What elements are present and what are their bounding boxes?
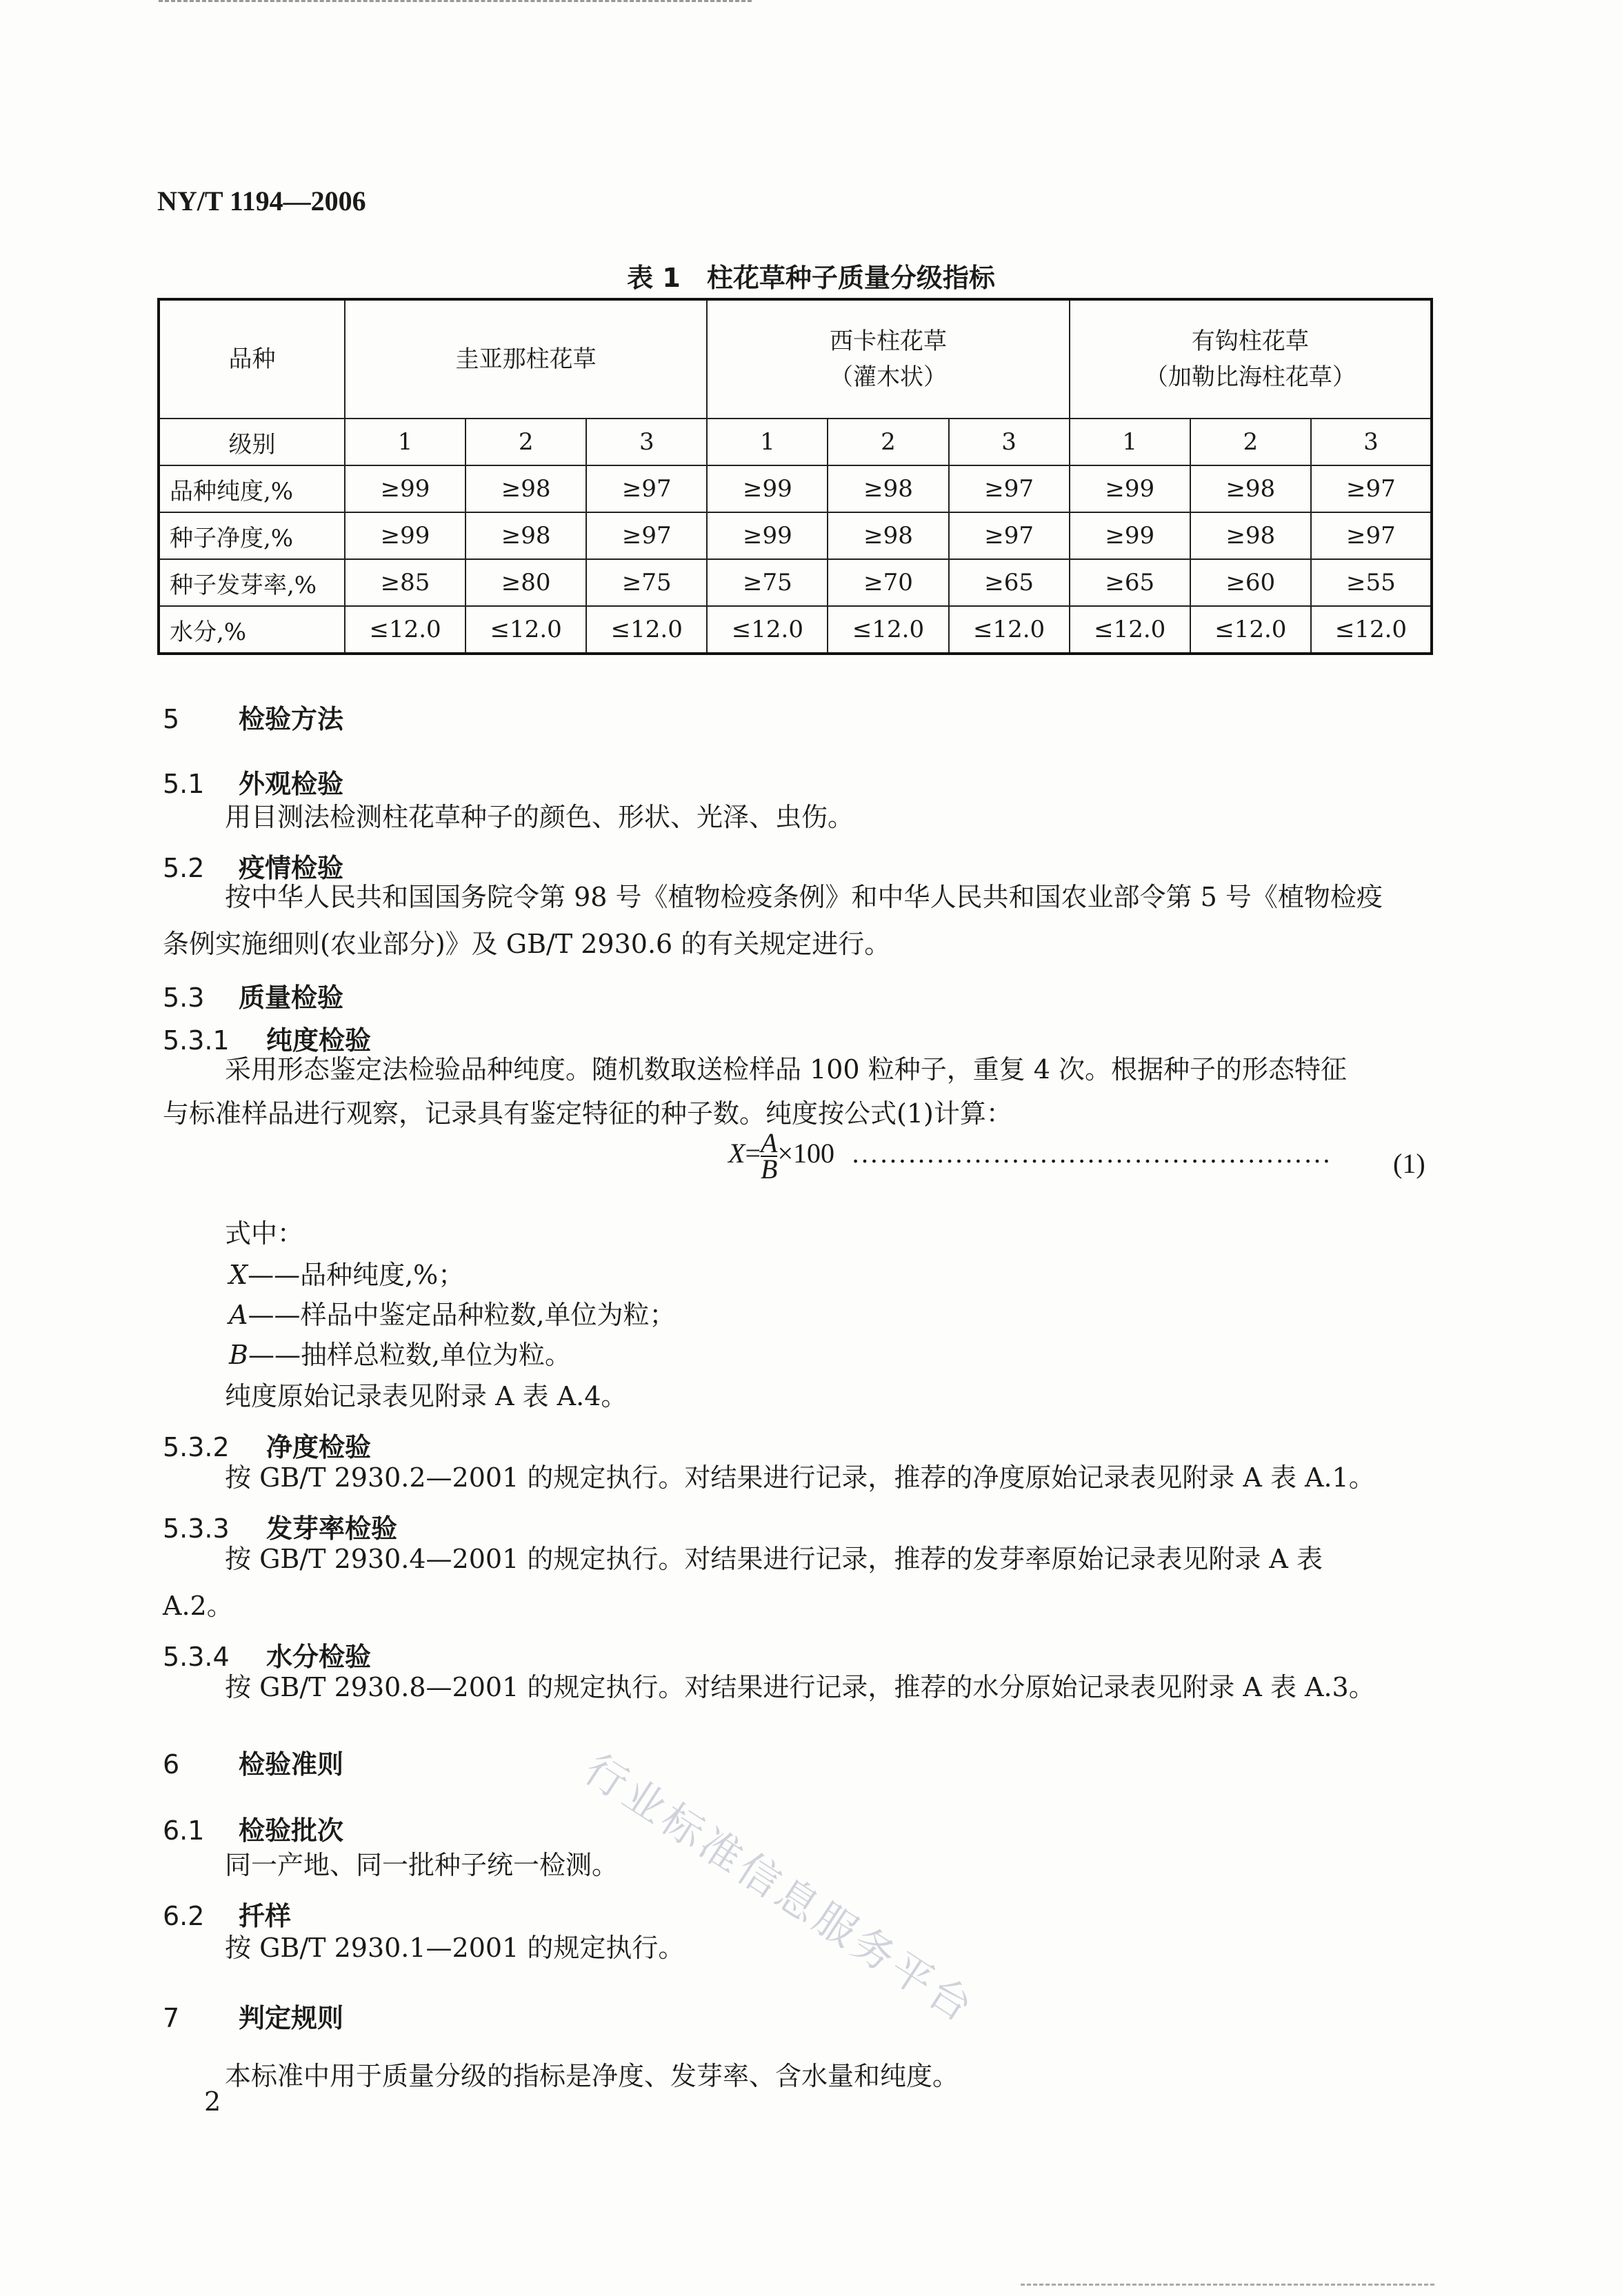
section-5-3-3-text-line2: A.2。: [163, 1591, 233, 1621]
row-label: 水分,%: [159, 606, 345, 654]
grade-cell: 2: [465, 419, 586, 465]
section-6-heading: [163, 1743, 343, 1781]
where-note: 纯度原始记录表见附录 A 表 A.4。: [225, 1381, 628, 1411]
section-title: 扦样: [239, 1901, 292, 1931]
grade-cell: 1: [345, 419, 465, 465]
variety-1-name: 圭亚那柱花草: [455, 345, 597, 373]
where-symbol: X: [229, 1260, 248, 1290]
table-cell: ≥98: [828, 512, 948, 559]
formula-denominator: B: [761, 1154, 778, 1185]
formula-multiplier: ×100: [777, 1138, 834, 1169]
table-cell: ≥97: [1311, 512, 1432, 559]
section-5-3-heading: [163, 976, 343, 1014]
table-cell: ≥99: [707, 465, 828, 512]
table-header-row: [159, 299, 1432, 419]
table-cell: ≥98: [1190, 512, 1311, 559]
section-5-2-text-line2: 条例实施细则(农业部分)》及 GB/T 2930.6 的有关规定进行。: [163, 929, 891, 959]
where-item-a: [229, 1295, 676, 1335]
section-7-heading: [163, 1997, 343, 2035]
table-cell: ≥99: [1070, 512, 1190, 559]
section-title: 判定规则: [239, 2003, 344, 2033]
table-cell: ≤12.0: [345, 606, 465, 654]
variety-2: [707, 299, 1069, 419]
table-cell: ≥97: [586, 465, 707, 512]
table-cell: ≥97: [949, 465, 1070, 512]
section-number: 5.3: [163, 983, 205, 1013]
formula-number: (1): [1393, 1148, 1425, 1179]
section-7-text: 本标准中用于质量分级的指标是净度、发芽率、含水量和纯度。: [225, 2061, 959, 2091]
section-title: 检验准则: [239, 1749, 344, 1780]
section-number: 6: [163, 1749, 180, 1780]
section-title: 水分检验: [266, 1642, 372, 1672]
section-number: 5.3.3: [163, 1513, 230, 1544]
section-title: 净度检验: [266, 1432, 372, 1462]
table-row-moisture: [159, 606, 1432, 654]
grade-cell: 3: [949, 419, 1070, 465]
where-desc: ——品种纯度,%；: [248, 1260, 465, 1290]
section-5-3-4-text: 按 GB/T 2930.8—2001 的规定执行。对结果进行记录，推荐的水分原始记录表见附录 A 表 A.3。: [225, 1672, 1375, 1702]
variety-3: [1070, 299, 1432, 419]
section-number: 7: [163, 2003, 180, 2033]
section-title: 外观检验: [239, 769, 344, 799]
row-label: 种子发芽率,%: [159, 559, 345, 606]
section-5-1-text: 用目测法检测柱花草种子的颜色、形状、光泽、虫伤。: [225, 802, 854, 832]
table-cell: ≥97: [586, 512, 707, 559]
table-cell: ≥99: [345, 512, 465, 559]
table-cell: ≥65: [949, 559, 1070, 606]
section-number: 6.1: [163, 1815, 205, 1846]
section-title: 检验方法: [239, 704, 344, 734]
table-cell: ≥97: [1311, 465, 1432, 512]
table-cell: ≤12.0: [949, 606, 1070, 654]
table-cell: ≥99: [1070, 465, 1190, 512]
table-cell: ≥98: [1190, 465, 1311, 512]
where-desc: ——抽样总粒数,单位为粒。: [248, 1340, 572, 1370]
table-cell: ≥75: [707, 559, 828, 606]
where-item-x: [229, 1255, 464, 1295]
grade-cell: 1: [1070, 419, 1190, 465]
section-number: 5.3.4: [163, 1642, 230, 1672]
watermark: 行业标准信息服务平台: [575, 1744, 984, 2034]
table-cell: ≥85: [345, 559, 465, 606]
table-cell: ≥99: [345, 465, 465, 512]
variety-1: [345, 299, 707, 419]
section-6-1-heading: [163, 1809, 343, 1847]
table-cell: ≥80: [465, 559, 586, 606]
section-5-3-3-text-line1: 按 GB/T 2930.4—2001 的规定执行。对结果进行记录，推荐的发芽率原始记录表见附录 A 表: [225, 1544, 1323, 1574]
section-5-3-1-text-line2: 与标准样品进行观察，记录具有鉴定特征的种子数。纯度按公式(1)计算：: [163, 1098, 1012, 1129]
table-cell: ≥98: [828, 465, 948, 512]
section-number: 5.2: [163, 853, 205, 883]
where-symbol: A: [229, 1300, 248, 1330]
grade-cell: 3: [1311, 419, 1432, 465]
table-cell: ≤12.0: [1070, 606, 1190, 654]
grade-row: [159, 419, 1432, 465]
table-caption: 表 1 柱花草种子质量分级指标: [627, 263, 995, 293]
page-number: 2: [204, 2086, 221, 2117]
grade-cell: 2: [1190, 419, 1311, 465]
purity-formula: [728, 1127, 1332, 1185]
scan-artifact-top: [159, 0, 752, 12]
table-row-germination: [159, 559, 1432, 606]
section-title: 检验批次: [239, 1815, 344, 1846]
row-label: 品种纯度,%: [159, 465, 345, 512]
section-number: 6.2: [163, 1901, 205, 1931]
section-title: 质量检验: [239, 983, 344, 1013]
section-number: 5.3.1: [163, 1025, 230, 1056]
table-cell: ≤12.0: [586, 606, 707, 654]
formula-fraction: [761, 1127, 778, 1185]
variety-2-note: （灌木状）: [829, 363, 947, 391]
where-item-b: [229, 1335, 571, 1375]
section-title: 发芽率检验: [266, 1513, 398, 1544]
table-cell: ≥75: [586, 559, 707, 606]
where-desc: ——样品中鉴定品种粒数,单位为粒；: [248, 1300, 676, 1330]
formula-numerator: A: [761, 1127, 778, 1158]
table-cell: ≥60: [1190, 559, 1311, 606]
table-cell: ≥99: [707, 512, 828, 559]
section-number: 5.1: [163, 769, 205, 799]
table-cell: ≥98: [465, 512, 586, 559]
variety-2-name: 西卡柱花草: [829, 328, 947, 355]
section-number: 5: [163, 704, 180, 734]
variety-header: 品种: [159, 299, 345, 419]
grading-table: [157, 298, 1433, 655]
formula-equals: =: [745, 1138, 761, 1169]
section-6-1-text: 同一产地、同一批种子统一检测。: [225, 1850, 619, 1880]
section-title: 纯度检验: [266, 1025, 372, 1056]
where-symbol: B: [229, 1340, 248, 1370]
variety-3-name: 有钩柱花草: [1191, 328, 1309, 355]
grade-cell: 3: [586, 419, 707, 465]
grade-cell: 1: [707, 419, 828, 465]
table-cell: ≤12.0: [707, 606, 828, 654]
section-5-1-heading: [163, 763, 343, 800]
scan-artifact-bottom: [1021, 2284, 1434, 2293]
table-row-purity: [159, 465, 1432, 512]
table-cell: ≥97: [949, 512, 1070, 559]
table-cell: ≤12.0: [465, 606, 586, 654]
table-cell: ≤12.0: [828, 606, 948, 654]
section-5-heading: [163, 698, 343, 736]
grade-cell: 2: [828, 419, 948, 465]
section-5-3-2-text: 按 GB/T 2930.2—2001 的规定执行。对结果进行记录，推荐的净度原始记录表见附录 A 表 A.1。: [225, 1462, 1375, 1493]
section-number: 5.3.2: [163, 1432, 230, 1462]
section-5-2-text-line1: 按中华人民共和国国务院令第 98 号《植物检疫条例》和中华人民共和国农业部令第 5 号《植物检疫: [225, 882, 1383, 912]
table-cell: ≤12.0: [1190, 606, 1311, 654]
table-cell: ≤12.0: [1311, 606, 1432, 654]
section-6-2-heading: [163, 1895, 291, 1933]
table-cell: ≥65: [1070, 559, 1190, 606]
variety-3-note: （加勒比海柱花草）: [1144, 363, 1356, 391]
formula-lhs: X: [728, 1138, 745, 1169]
section-5-3-1-text-line1: 采用形态鉴定法检验品种纯度。随机数取送检样品 100 粒种子，重复 4 次。根据种子的形态特征: [225, 1054, 1348, 1085]
grade-label: 级别: [159, 419, 345, 465]
where-intro: 式中：: [225, 1218, 304, 1249]
row-label: 种子净度,%: [159, 512, 345, 559]
standard-code: NY/T 1194—2006: [157, 185, 366, 216]
table-cell: ≥98: [465, 465, 586, 512]
section-6-2-text: 按 GB/T 2930.1—2001 的规定执行。: [225, 1933, 685, 1963]
section-title: 疫情检验: [239, 853, 344, 883]
table-cell: ≥55: [1311, 559, 1432, 606]
formula-leader-dots: ……………………………………………: [851, 1138, 1332, 1169]
table-row-clarity: [159, 512, 1432, 559]
table-cell: ≥70: [828, 559, 948, 606]
